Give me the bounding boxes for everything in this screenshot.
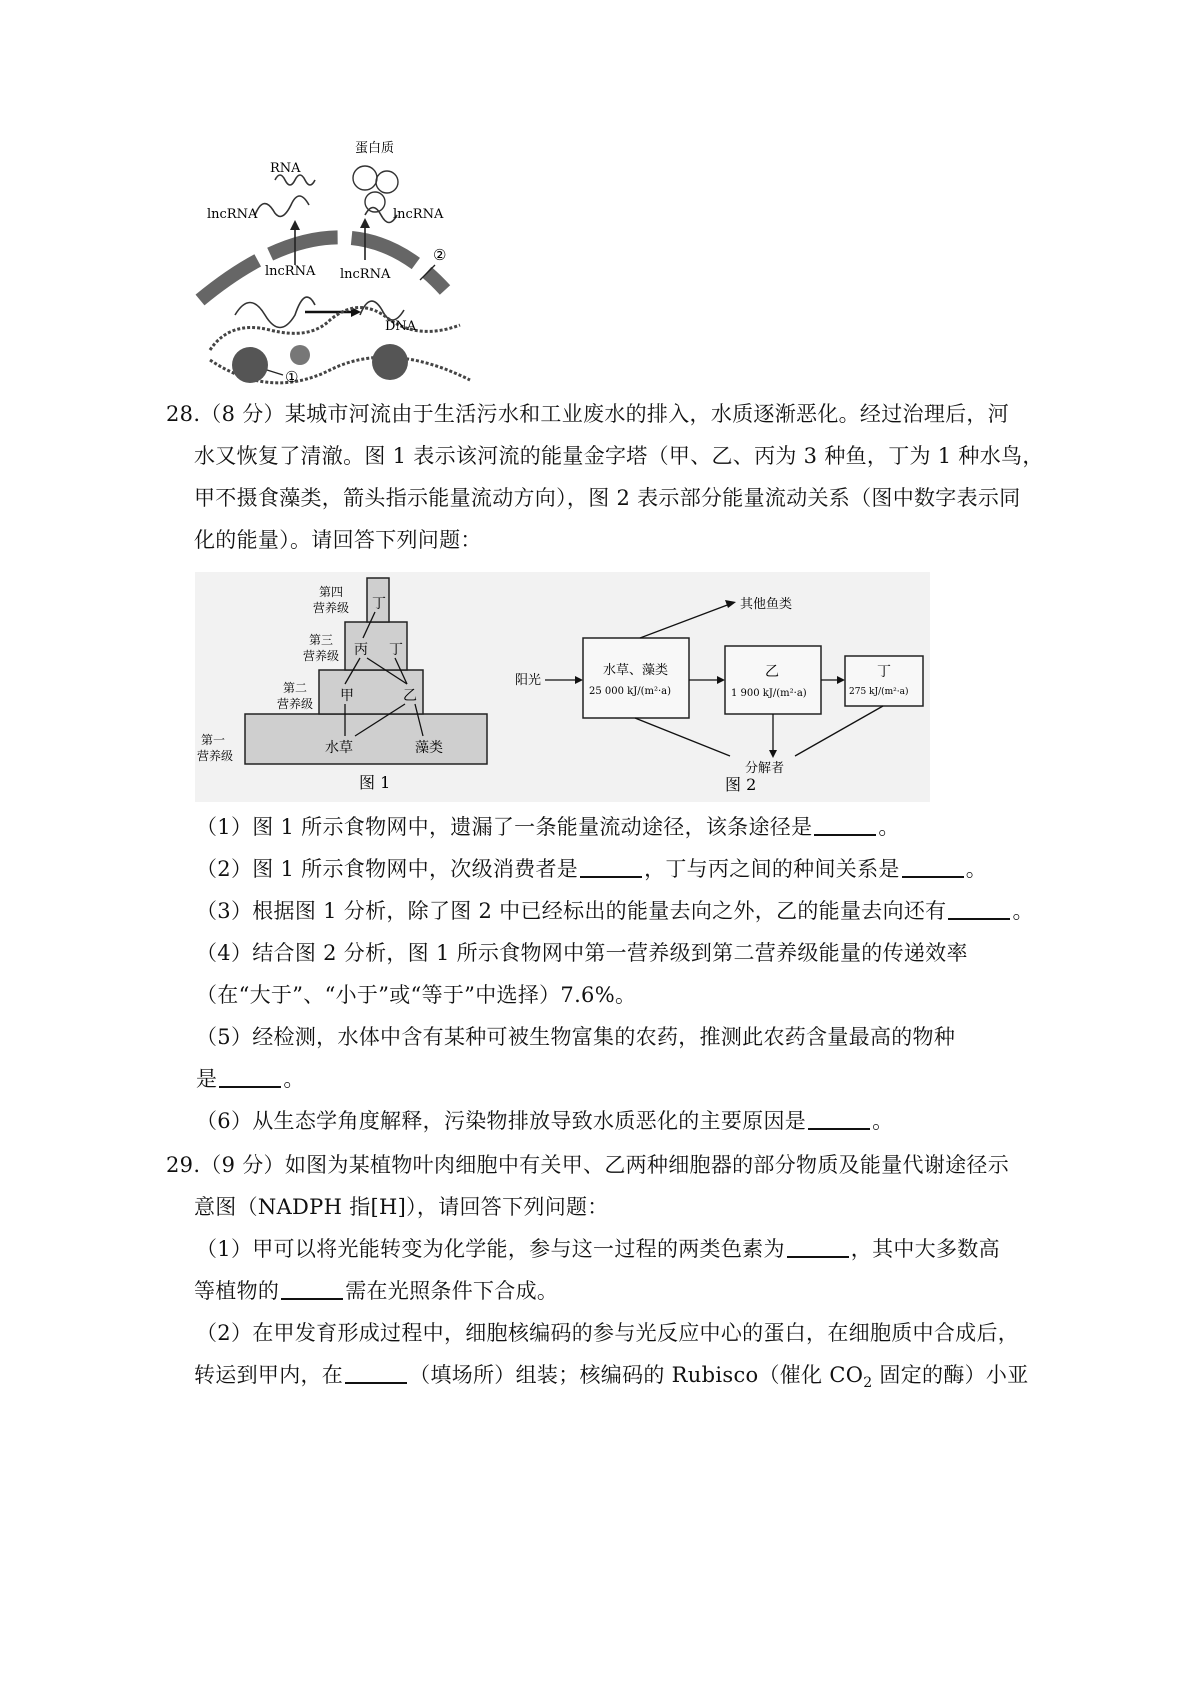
lncrna-strand-inner-left [235, 297, 315, 328]
dna-strand [210, 308, 460, 351]
answer-blank[interactable] [580, 858, 642, 878]
answer-blank[interactable] [281, 1280, 343, 1300]
arrow-head [717, 676, 725, 684]
species-bing: 丙 [354, 642, 368, 658]
box-yi-value: 1 900 kJ/(m²·a) [731, 688, 807, 699]
lncrna-strand-left [255, 196, 309, 216]
species-zaolei: 藻类 [415, 740, 443, 756]
lncrna-figure [195, 130, 495, 410]
q28-sub-2 [196, 848, 987, 890]
protein-blob [365, 192, 385, 212]
label-rna: RNA [270, 161, 301, 176]
level2-label: 营养级 [277, 697, 314, 711]
label-protein: 蛋白质 [355, 141, 395, 156]
box-producers-value: 25 000 kJ/(m²·a) [589, 686, 672, 697]
q28-sub-1-end: 。 [878, 815, 900, 839]
q28-line: 甲不摄食藻类，箭头指示能量流动方向），图 2 表示部分能量流动关系（图中数字表示同 [194, 486, 1021, 510]
arrow-head [290, 220, 300, 230]
q29-sub-1-text3: 等植物的 [194, 1279, 280, 1303]
nuclear-envelope [200, 237, 445, 300]
co2-subscript: 2 [863, 1375, 873, 1392]
arrow-head [725, 600, 736, 608]
q29-sub-2-text2: （填场所）组装；核编码的 Rubisco（催化 CO [409, 1363, 864, 1387]
q28-sub-1-text: （1）图 1 所示食物网中，遗漏了一条能量流动途径，该条途径是 [196, 815, 813, 839]
nucleosome-right [372, 344, 408, 380]
answer-blank[interactable] [902, 858, 964, 878]
label-lncrna-left: lncRNA [207, 207, 258, 222]
decomposer-label: 分解者 [745, 761, 785, 776]
q28-sub-5-line1: （5）经检测，水体中含有某种可被生物富集的农药，推测此农药含量最高的物种 [196, 1025, 956, 1049]
q28-sub-3 [196, 890, 1034, 932]
other-fish-label: 其他鱼类 [740, 597, 793, 612]
figure2-caption: 图 2 [725, 775, 757, 794]
pyramid-level-1 [245, 714, 487, 764]
q29-sub-2-line1: （2）在甲发育形成过程中，细胞核编码的参与光反应中心的蛋白，在细胞质中合成后， [196, 1321, 1020, 1345]
lncrna-diagram [195, 130, 495, 410]
q29-sub-1-text: （1）甲可以将光能转变为化学能，参与这一过程的两类色素为 [196, 1237, 785, 1261]
q29-sub-1-line1 [166, 1228, 1000, 1270]
q28-sub-2-mid: ，丁与丙之间的种间关系是 [644, 857, 900, 881]
q29-sub-1-text4: 需在光照条件下合成。 [345, 1279, 559, 1303]
q28-sub-2-text: （2）图 1 所示食物网中，次级消费者是 [196, 857, 579, 881]
arrow-head [837, 676, 845, 684]
q29-sub-1-text2: ，其中大多数高 [850, 1237, 1000, 1261]
level2-label: 第二 [283, 681, 308, 695]
q28-line: 28.（8 分）某城市河流由于生活污水和工业废水的排入，水质逐渐恶化。经过治理后，河 [166, 402, 1010, 426]
arrow-other-fish [640, 604, 730, 638]
answer-blank[interactable] [219, 1068, 281, 1088]
q28-subquestions [196, 806, 1034, 1142]
q28-stem [166, 393, 1044, 561]
level1-label: 营养级 [197, 749, 234, 763]
figure1-caption: 图 1 [359, 773, 391, 792]
label-lncrna-mid-left: lncRNA [265, 264, 316, 279]
q28-sub-6-end: 。 [872, 1109, 894, 1133]
species-yi: 乙 [403, 688, 417, 704]
arrow-producers-decomposer [635, 718, 730, 756]
q28-sub-4-line1: （4）结合图 2 分析，图 1 所示食物网中第一营养级到第二营养级能量的传递效率 [196, 941, 968, 965]
q28-sub-2-end: 。 [965, 857, 987, 881]
q29-line1: 29.（9 分）如图为某植物叶肉细胞中有关甲、乙两种细胞器的部分物质及能量代谢途径示 [166, 1153, 1010, 1177]
answer-blank[interactable] [808, 1110, 870, 1130]
level4-label: 第四 [319, 585, 344, 599]
q29-sub-2-line2 [166, 1354, 1029, 1404]
arrow-head [769, 750, 777, 758]
q29-sub-2-text: 转运到甲内，在 [194, 1363, 344, 1387]
box-ding-title: 丁 [877, 664, 891, 680]
energy-figures [195, 572, 930, 802]
box-ding-value: 275 kJ/(m²·a) [849, 687, 909, 697]
arrow-head [575, 676, 583, 684]
species-shuicao: 水草 [325, 740, 353, 756]
q28-sub-5-end: 。 [283, 1067, 305, 1091]
answer-blank[interactable] [787, 1238, 849, 1258]
answer-blank[interactable] [948, 900, 1010, 920]
lncrna-strand-inner-right [360, 301, 404, 320]
label-dna: DNA [385, 319, 417, 334]
answer-blank[interactable] [814, 816, 876, 836]
level3-label: 第三 [309, 633, 334, 647]
label-lncrna-mid-right: lncRNA [340, 267, 391, 282]
marker-2: ② [433, 246, 447, 264]
q28-sub-5-text: 是 [196, 1067, 218, 1091]
arrow-head [360, 218, 370, 228]
box-yi-title: 乙 [765, 664, 779, 680]
q28-line: 水又恢复了清澈。图 1 表示该河流的能量金字塔（甲、乙、丙为 3 种鱼，丁为 1 种水鸟， [194, 444, 1044, 468]
q28-sub-4-line2: （在“大于”、“小于”或“等于”中选择）7.6%。 [196, 983, 637, 1007]
protein-complex [290, 345, 310, 365]
q29-sub-2-text3: 固定的酶）小亚 [872, 1363, 1029, 1387]
q28-sub-3-end: 。 [1012, 899, 1034, 923]
q29 [166, 1144, 1029, 1404]
protein-blob [376, 171, 398, 193]
species-ding-mid: 丁 [389, 642, 403, 658]
q28-sub-6 [196, 1100, 942, 1142]
box-producers [583, 638, 689, 718]
protein-blob [353, 166, 377, 190]
q29-sub-1-line2 [166, 1270, 942, 1312]
level4-label: 营养级 [313, 601, 350, 615]
q28-sub-1 [196, 806, 942, 848]
q28-line: 化的能量）。请回答下列问题： [194, 528, 482, 552]
level3-label: 营养级 [303, 649, 340, 663]
box-producers-title: 水草、藻类 [603, 663, 669, 678]
rna-strand [275, 175, 315, 185]
answer-blank[interactable] [345, 1364, 407, 1384]
q28-sub-5-line2 [196, 1058, 942, 1100]
q28-sub-3-text: （3）根据图 1 分析，除了图 2 中已经标出的能量去向之外，乙的能量去向还有 [196, 899, 947, 923]
marker-1: ① [285, 368, 299, 386]
q29-line2: 意图（NADPH 指[H]），请回答下列问题： [194, 1195, 609, 1219]
nucleosome-left [232, 347, 268, 383]
sunlight-label: 阳光 [515, 673, 542, 688]
label-lncrna-right: lncRNA [393, 207, 444, 222]
box-yi [725, 646, 821, 714]
marker-1-leader [267, 370, 283, 375]
species-jia: 甲 [340, 688, 354, 704]
energy-figure-svg [195, 572, 930, 802]
species-ding-top: 丁 [372, 596, 386, 612]
level1-label: 第一 [201, 733, 226, 747]
q28-sub-6-text: （6）从生态学角度解释，污染物排放导致水质恶化的主要原因是 [196, 1109, 807, 1133]
